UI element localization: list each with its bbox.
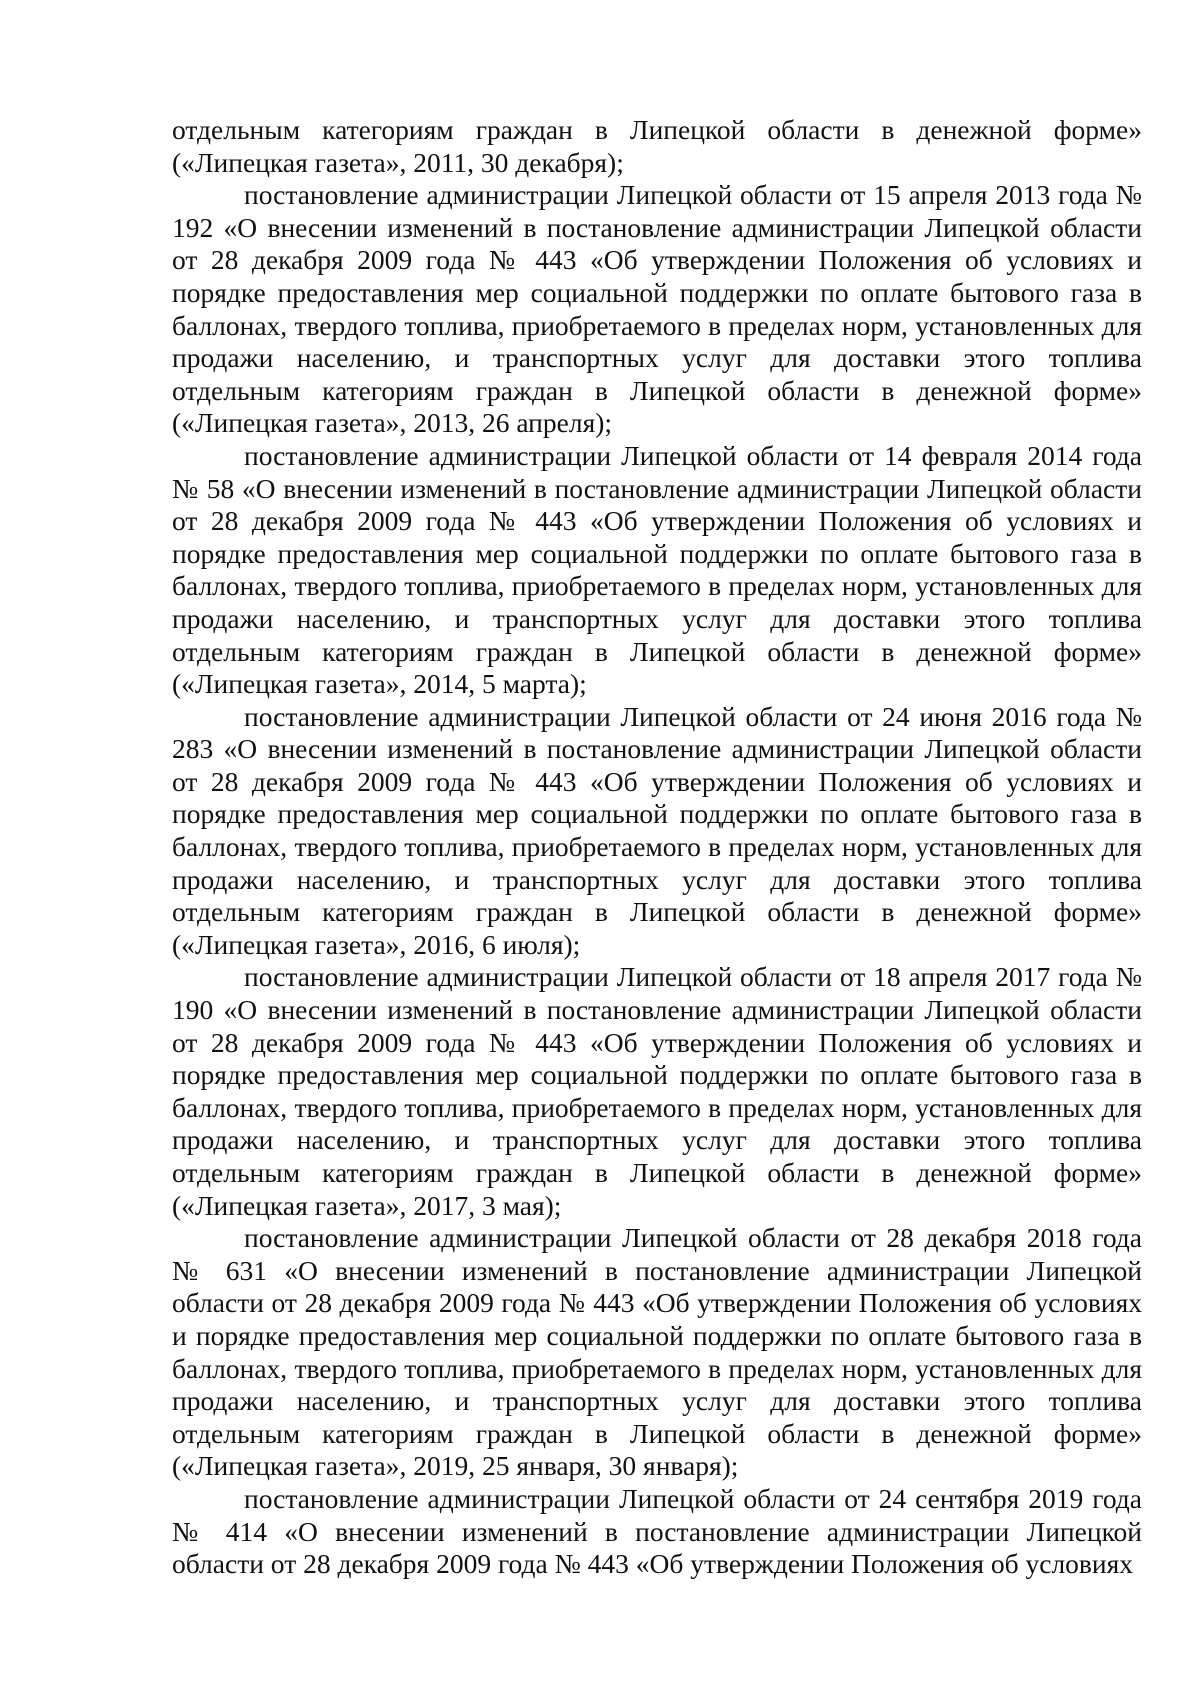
paragraph-resolution-2019: постановление администрации Липецкой области от 24 сентября 2019 года № 414 «О внесении изменений в постановление администрации Липецкой области от 28 декабря 2009 года № 443 «Об утверждении Положения об условиях: [172, 1482, 1142, 1580]
paragraph-resolution-2013: постановление администрации Липецкой области от 15 апреля 2013 года № 192 «О внесении изменений в постановление администрации Липецкой области от 28 декабря 2009 года № 443 «Об утверждении Положения об условиях и порядке предоставления мер социальной поддержки по оплате бытового газа в баллонах, твердого топлива, приобретаемого в пределах норм, установленных для продажи населению, и транспортных услуг для доставки этого топлива отдельным категориям граждан в Липецкой области в денежной форме» («Липецкая газета», 2013, 26 апреля);: [172, 179, 1142, 439]
paragraph-continuation: отдельным категориям граждан в Липецкой области в денежной форме» («Липецкая газета», 2011, 30 декабря);: [172, 114, 1142, 178]
paragraph-resolution-2016: постановление администрации Липецкой области от 24 июня 2016 года № 283 «О внесении изменений в постановление администрации Липецкой области от 28 декабря 2009 года № 443 «Об утверждении Положения об условиях и порядке предоставления мер социальной поддержки по оплате бытового газа в баллонах, твердого топлива, приобретаемого в пределах норм, установленных для продажи населению, и транспортных услуг для доставки этого топлива отдельным категориям граждан в Липецкой области в денежной форме» («Липецкая газета», 2016, 6 июля);: [172, 700, 1142, 960]
document-page: [172, 114, 1142, 1581]
paragraph-resolution-2014: постановление администрации Липецкой области от 14 февраля 2014 года № 58 «О внесении изменений в постановление администрации Липецкой области от 28 декабря 2009 года № 443 «Об утверждении Положения об условиях и порядке предоставления мер социальной поддержки по оплате бытового газа в баллонах, твердого топлива, приобретаемого в пределах норм, установленных для продажи населению, и транспортных услуг для доставки этого топлива отдельным категориям граждан в Липецкой области в денежной форме» («Липецкая газета», 2014, 5 марта);: [172, 439, 1142, 700]
paragraph-resolution-2017: постановление администрации Липецкой области от 18 апреля 2017 года № 190 «О внесении изменений в постановление администрации Липецкой области от 28 декабря 2009 года № 443 «Об утверждении Положения об условиях и порядке предоставления мер социальной поддержки по оплате бытового газа в баллонах, твердого топлива, приобретаемого в пределах норм, установленных для продажи населению, и транспортных услуг для доставки этого топлива отдельным категориям граждан в Липецкой области в денежной форме» («Липецкая газета», 2017, 3 мая);: [172, 961, 1142, 1221]
paragraph-resolution-2018: постановление администрации Липецкой области от 28 декабря 2018 года № 631 «О внесении изменений в постановление администрации Липецкой области от 28 декабря 2009 года № 443 «Об утверждении Положения об условиях и порядке предоставления мер социальной поддержки по оплате бытового газа в баллонах, твердого топлива, приобретаемого в пределах норм, установленных для продажи населению, и транспортных услуг для доставки этого топлива отдельным категориям граждан в Липецкой области в денежной форме» («Липецкая газета», 2019, 25 января, 30 января);: [172, 1222, 1142, 1482]
